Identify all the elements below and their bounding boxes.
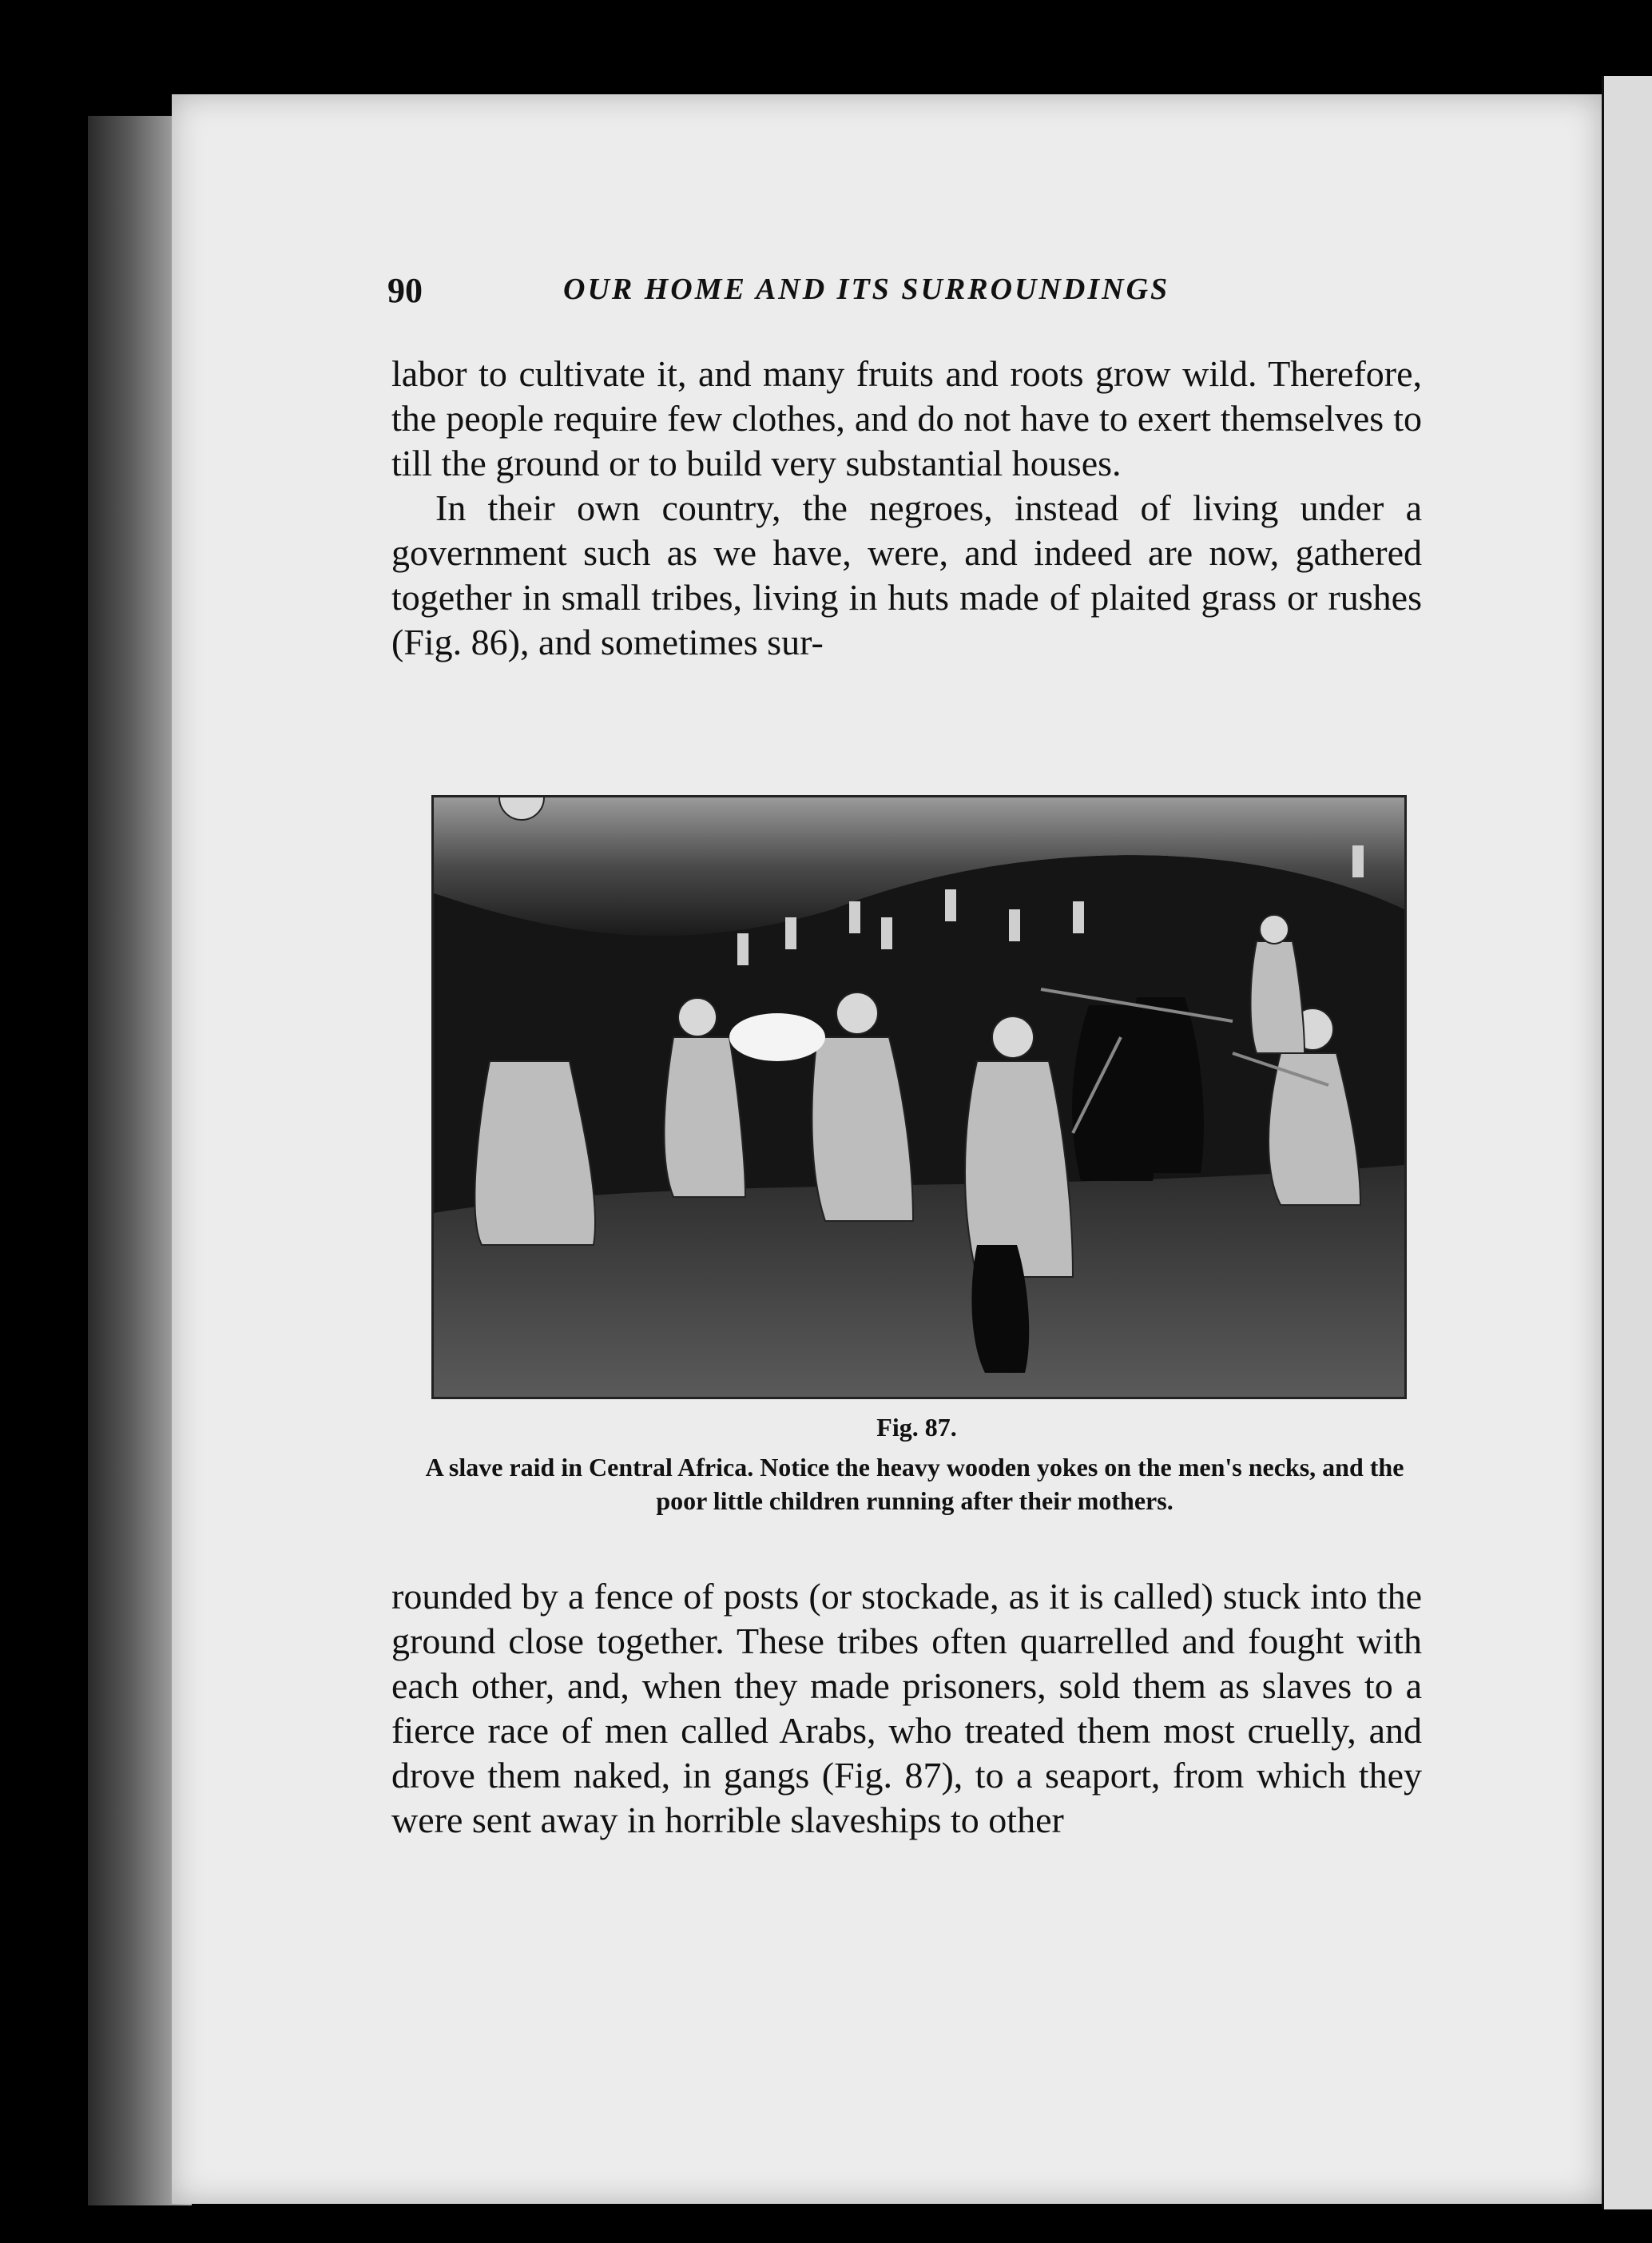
paragraph: rounded by a fence of posts (or stockade, as it is called) stuck into the ground close together. These tribes often quarrelled and fought with each other, and, when they made prisoners, sold them as slaves to a fierce race of men called Arabs, who treated them most cruelly, and drove them naked, in gangs (Fig. 87), to a seaport, from which they were sent away in horrible slaveships to other [391, 1576, 1422, 1840]
body-text-top [391, 352, 1422, 665]
illustration-drawing [434, 797, 1404, 1397]
distant-figure [785, 917, 796, 949]
figure-caption: A slave raid in Central Africa. Notice the heavy wooden yokes on the men's necks, and the poor little children running after their mothers. [425, 1453, 1404, 1515]
paragraph: In their own country, the negroes, instead of living under a government such as we have, were, and indeed are now, gathered together in small tribes, living in huts made of plaited grass or rushes (Fig. 86), and sometimes sur- [391, 487, 1422, 662]
distant-figure [881, 917, 892, 949]
illustration-slave-raid [431, 795, 1407, 1399]
child-figure [971, 1245, 1029, 1373]
paragraph: labor to cultivate it, and many fruits and roots grow wild. Therefore, the people require few clothes, and do not have to exert themselves to till the ground or to build very substantial houses. [391, 353, 1422, 483]
facing-page-edge [1602, 76, 1652, 2209]
figure-head [1260, 915, 1289, 944]
gunsmoke [729, 1013, 825, 1061]
distant-figure [1352, 845, 1364, 877]
body-text-bottom [391, 1574, 1422, 1843]
distant-figure [1009, 909, 1020, 941]
figure-head [678, 998, 717, 1036]
figure-label: Fig. 87. [876, 1413, 957, 1442]
figure-head [836, 992, 878, 1034]
figure-head [992, 1016, 1034, 1058]
page-number: 90 [387, 271, 423, 310]
running-head: OUR HOME AND ITS SURROUNDINGS [563, 272, 1170, 306]
distant-figure [945, 889, 956, 921]
distant-figure [1073, 901, 1084, 933]
page-header [387, 270, 1426, 318]
figure-robed [664, 1037, 745, 1197]
distant-figure [737, 933, 749, 965]
distant-figure [849, 901, 860, 933]
